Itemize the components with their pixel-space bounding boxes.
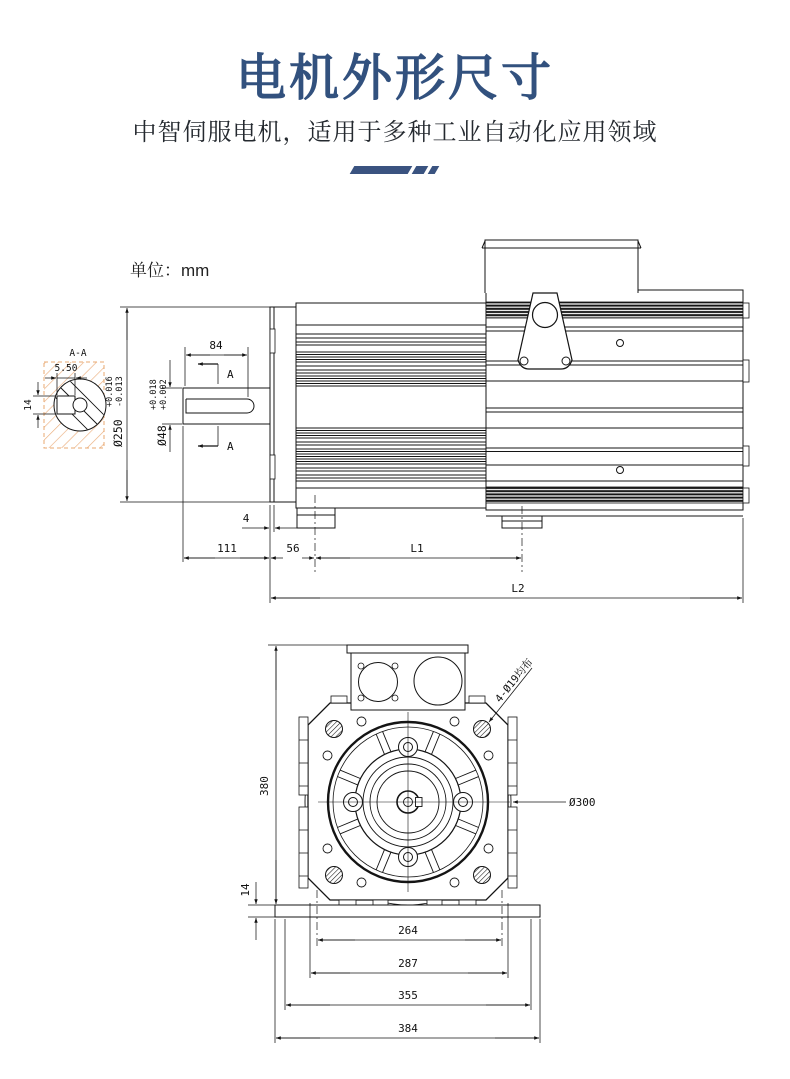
foot-spacing-dim: L1 [410,542,424,555]
flange-dia-tol-upper: +0.016 [105,376,115,407]
flange-dia-tol-lower: -0.013 [115,376,125,407]
shaft-length-dim: 111 [217,542,237,555]
page-title: 电机外形尺寸 [236,50,554,106]
motor-shaft [183,388,270,424]
shaft-dia-tol-lower: +0.002 [159,379,169,410]
height-dim: 380 [258,776,271,796]
rear-body [486,290,749,516]
gland-hole-right [414,657,462,705]
bolt-spacing-dim: 264 [398,924,418,937]
mounting-flange [270,307,296,502]
junction-box-front [347,645,468,710]
section-marker-bottom: A [227,440,234,453]
page-subtitle: 中智伺服电机，适用于多种工业自动化应用领域 [132,119,658,146]
base-width-dim: 384 [398,1022,418,1035]
register-dia-dim: Ø300 [569,796,596,809]
shaft-dia-tol-upper: +0.018 [149,379,159,410]
base-hole-spacing-dim: 355 [398,989,418,1002]
unit-label: 单位：mm [130,261,210,280]
gland-hole-left [359,663,398,702]
base-thickness-dim: 14 [239,883,252,897]
section-label: A-A [69,348,87,359]
front-body [296,303,486,508]
total-length-dim: L2 [511,582,525,595]
side-view [23,240,749,603]
shaft-dia-dim: Ø48 [155,425,169,446]
keyway-height-dim: 14 [23,399,34,411]
junction-box-side [482,240,641,293]
hole-note: 4-Ø19均布 [493,656,536,705]
foot-offset-dim: 56 [286,542,300,555]
keyway-length-dim: 84 [209,339,223,352]
section-marker-top: A [227,368,234,381]
front-view [239,645,596,1043]
flange-dia-dim: Ø250 [111,419,125,447]
lifting-eye-hole [533,303,558,328]
body-width-dim: 287 [398,957,418,970]
keyway-width-dim: 5.50 [54,363,78,374]
spigot-thickness-dim: 4 [242,512,250,525]
